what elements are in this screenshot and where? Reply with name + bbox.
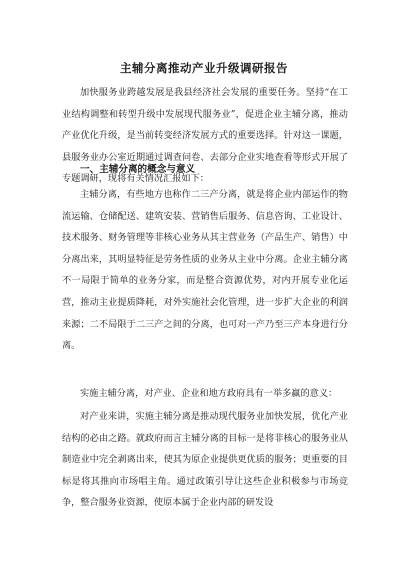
intro-paragraph: 加快服务业跨越发展是我县经济社会发展的重要任务。坚持“在工业结构调整和转型升级中发展现代服务业”，促进企业主辅分离，推动产业优化升级，是当前转变经济发展方式的重要选择。针对这一课题，县服务业办公室近期通过调查问卷、去部分企业实地查看等形式开展了专题调研，现将有关情况汇报如下：: [62, 87, 348, 185]
section-paragraph: 实施主辅分离，对产业、企业和地方政府具有一举多赢的意义：: [80, 388, 338, 399]
section-paragraph: 对产业来讲，实施主辅分离是推动现代服务业加快发展，优化产业结构的必由之路。就政府而言主辅分离的目标一是将非核心的服务业从制造业中完全剥离出来，使其为原企业提供更优质的服务；更重要的目标是将其推向市场唱主角。通过政策引导让这些企业积极参与市场竞争，整合服务业资源，使原本属于企业内部的研发设: [62, 411, 348, 509]
section-heading: 一、主辅分离的概念与意义: [80, 164, 196, 175]
section-paragraph: 主辅分离，有些地方也称作二三产分离，就是将企业内部运作的物流运输、仓储配送、建筑安装、营销售后服务、信息咨询、工业设计、技术服务、财务管理等非核心业务从其主营业务（产品生产、销售）中分离出来，其明显特征是劳务性质的业务从主业中分离。企业主辅分离不一局限于简单的业务分家，而是整合资源优势，对内开展专业化运营，推动主业提质降耗，对外实施社会化管理，进一步扩大企业的利润来源；二不局限于二三产之间的分离，也可对一产乃至三产本身进行分离。: [62, 189, 348, 352]
document-title: 主辅分离推动产业升级调研报告: [120, 61, 288, 75]
